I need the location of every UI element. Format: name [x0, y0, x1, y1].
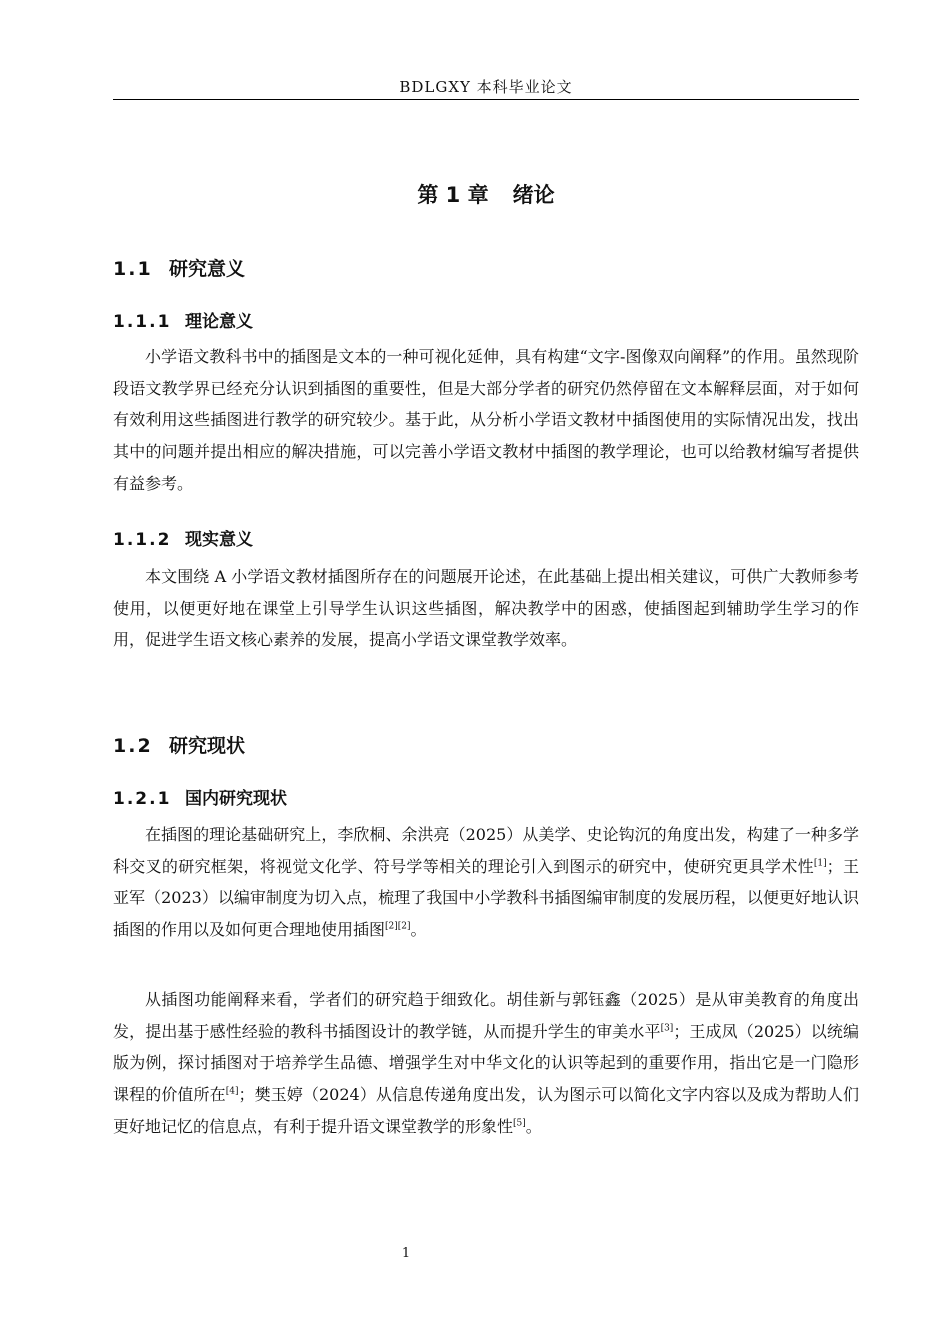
citation-ref: [4] [225, 1086, 239, 1097]
subsection-title: 国内研究现状 [185, 789, 287, 809]
citation-ref: [1] [813, 858, 827, 869]
subsection-number: 1.2.1 [113, 789, 172, 809]
chapter-title [113, 179, 859, 209]
chapter-name: 绪论 [512, 183, 555, 207]
citation-ref: [3] [660, 1023, 674, 1034]
text-run: 。 [410, 920, 427, 940]
citation-ref: [2][2] [385, 921, 411, 932]
section-title: 研究现状 [169, 735, 246, 757]
subsection-number: 1.1.1 [113, 312, 172, 332]
text-run: ；王成凤（2025）以统编版为例，探讨插图对于培养学生品德、增强学生对中华文化的认识等起到的重要作用，指出它是一门隐形课程的价值所在 [113, 1021, 859, 1105]
paragraph-domestic-function [113, 984, 859, 1143]
text-run: 从插图功能阐释来看，学者们的研究趋于细致化。胡佳新与郭钰鑫（2025）是从审美教育的角度出发，提出基于感性经验的教科书插图设计的教学链，从而提升学生的审美水平 [113, 990, 859, 1041]
paragraph-domestic-theory [113, 819, 859, 946]
subsection-number: 1.1.2 [113, 530, 172, 550]
text-run: 。 [525, 1116, 542, 1136]
subsection-title: 现实意义 [185, 530, 253, 550]
paragraph-theoretical-significance: 小学语文教科书中的插图是文本的一种可视化延伸，具有构建“文字-图像双向阐释”的作用。虽然现阶段语文教学界已经充分认识到插图的重要性，但是大部分学者的研究仍然停留在文本解释层面，对于如何有效利用这些插图进行教学的研究较少。基于此，从分析小学语文教材中插图使用的实际情况出发，找出其中的问题并提出相应的解决措施，可以完善小学语文教材中插图的教学理论，也可以给教材编写者提供有益参考。 [113, 347, 859, 493]
section-heading-1-2 [113, 731, 245, 758]
header-rule [113, 99, 859, 100]
text-run: 在插图的理论基础研究上，李欣桐、余洪亮（2025）从美学、史论钩沉的角度出发，构建了一种多学科交叉的研究框架，将视觉文化学、符号学等相关的理论引入到图示的研究中，使研究更具学术性 [113, 825, 859, 876]
citation-ref: [5] [513, 1118, 526, 1129]
text-run: ；樊玉婷（2024）从信息传递角度出发，认为图示可以简化文字内容以及成为帮助人们更好地记忆的信息点，有利于提升语文课堂教学的形象性 [113, 1085, 859, 1136]
page-number: 1 [401, 1246, 411, 1261]
subsection-heading-1-1-1 [113, 307, 253, 332]
text-run: ；王亚军（2023）以编审制度为切入点，梳理了我国中小学教科书插图编审制度的发展历程，以便更好地认识插图的作用以及如何更合理地使用插图 [113, 856, 859, 940]
chapter-number: 第 1 章 [417, 183, 489, 207]
subsection-heading-1-1-2 [113, 525, 253, 550]
paragraph-practical-significance: 本文围绕 A 小学语文教材插图所存在的问题展开论述，在此基础上提出相关建议，可供广大教师参考使用，以便更好地在课堂上引导学生认识这些插图，解决教学中的困惑，使插图起到辅助学生学习的作用，促进学生语文核心素养的发展，提高小学语文课堂教学效率。 [113, 567, 859, 650]
subsection-heading-1-2-1 [113, 784, 287, 809]
section-number: 1.2 [113, 735, 153, 757]
running-header: BDLGXY 本科毕业论文 [399, 78, 573, 96]
subsection-title: 理论意义 [185, 312, 253, 332]
section-title: 研究意义 [169, 258, 246, 280]
section-heading-1-1 [113, 254, 245, 281]
section-number: 1.1 [113, 258, 153, 280]
